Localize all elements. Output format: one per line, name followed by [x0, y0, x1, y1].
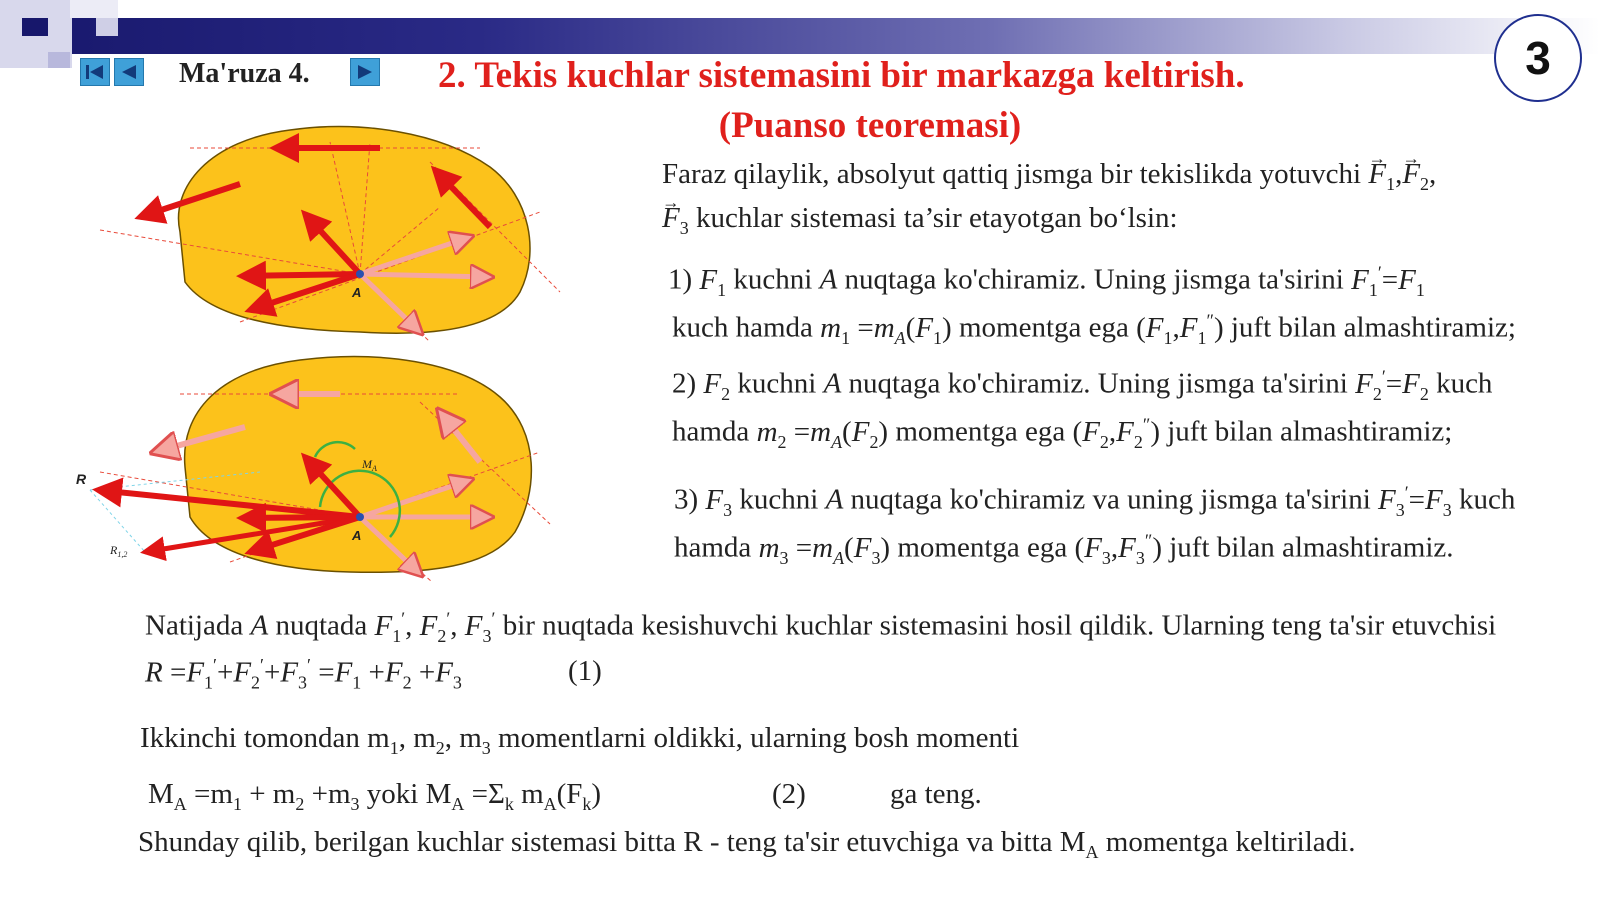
step-2-line-2: hamda $m_2 =m_A(F_2)$ momentga ega $(F_2,F_2'')$ juft bilan almashtiramiz;: [672, 414, 1453, 452]
result-line-1: Natijada A nuqtada $F_1'$, $F_2'$, $F_3'$ bir nuqtada kesishuvchi kuchlar sistemasini hosil qildik. Ularning teng ta'sir etuvchisi: [145, 608, 1497, 646]
next-slide-button[interactable]: [350, 58, 380, 86]
header-square: [70, 0, 118, 18]
slide-title: 2. Tekis kuchlar sistemasini bir markazga keltirish.: [438, 55, 1245, 96]
arrow-right-icon: [354, 63, 376, 81]
intro-line-1: Faraz qilaylik, absolyut qattiq jismga bir tekislikda yotuvchi → $F_1,\to F_2$,: [662, 158, 1436, 195]
equation-1: $R =F_1'+F_2'+F_3' =F_1 +F_2 +F_3$: [145, 655, 462, 693]
step-2-line-1: 2) $F_2$ kuchni A nuqtaga ko'chiramiz. Uning jismga ta'sirini $F_2'=F_2$ kuch: [672, 366, 1493, 404]
slide-subtitle: (Puanso teoremasi): [718, 105, 1022, 146]
slide-number-badge: 3: [1494, 14, 1582, 102]
equation-2: $M_A =m_1 + m_2 +m_3$ yoki $M_A =\Sigma_k$ $m_A(F_k)$: [148, 778, 602, 814]
header-square: [22, 18, 48, 36]
skip-back-icon: [84, 63, 106, 81]
header-band: [0, 18, 1600, 54]
ma-label: $M_A$: [362, 457, 377, 473]
intro-line-2: → $F_3$ kuchlar sistemasi ta’sir etayotgan bo‘lsin:: [662, 202, 1178, 239]
equation-2-number: (2): [772, 778, 806, 810]
conclusion-line: Shunday qilib, berilgan kuchlar sistemasi bitta R - teng ta'sir etuvchiga va bitta $M_A$ momentga keltiriladi.: [138, 826, 1356, 862]
previous-slide-button[interactable]: [114, 58, 144, 86]
first-slide-button[interactable]: [80, 58, 110, 86]
step-1-line-2: kuch hamda $m_1 =m_A(F_1)$ momentga ega $(F_1,F_1'')$ juft bilan almashtiramiz;: [672, 310, 1516, 348]
header-square: [48, 52, 70, 68]
upper-body-figure: [100, 127, 560, 342]
r12-label: $R_{1,2}$: [110, 543, 128, 559]
point-a-label-lower: A: [352, 528, 362, 543]
header-square: [96, 18, 118, 36]
step-3-line-1: 3) $F_3$ kuchni A nuqtaga ko'chiramiz va uning jismga ta'sirini $F_3'=F_3$ kuch: [674, 482, 1516, 520]
arrow-left-icon: [118, 63, 140, 81]
lecture-label: Ma'ruza 4.: [179, 58, 310, 89]
step-1-line-1: 1) $F_1$ kuchni A nuqtaga ko'chiramiz. Uning jismga ta'sirini $F_1'=F_1$: [668, 262, 1425, 300]
lower-body-figure: [76, 357, 550, 582]
result-line-2: Ikkinchi tomondan $m_1$, $m_2$, $m_3$ momentlarni oldikki, ularning bosh momenti: [140, 722, 1020, 758]
force-diagram: [60, 112, 570, 592]
equation-1-number: (1): [568, 655, 602, 687]
equation-2-tail: ga teng.: [890, 778, 982, 810]
resultant-label: R: [76, 471, 87, 487]
point-a-label: A: [352, 285, 362, 300]
step-3-line-2: hamda $m_3 =m_A(F_3)$ momentga ega $(F_3,F_3'')$ juft bilan almashtiramiz.: [674, 530, 1454, 568]
